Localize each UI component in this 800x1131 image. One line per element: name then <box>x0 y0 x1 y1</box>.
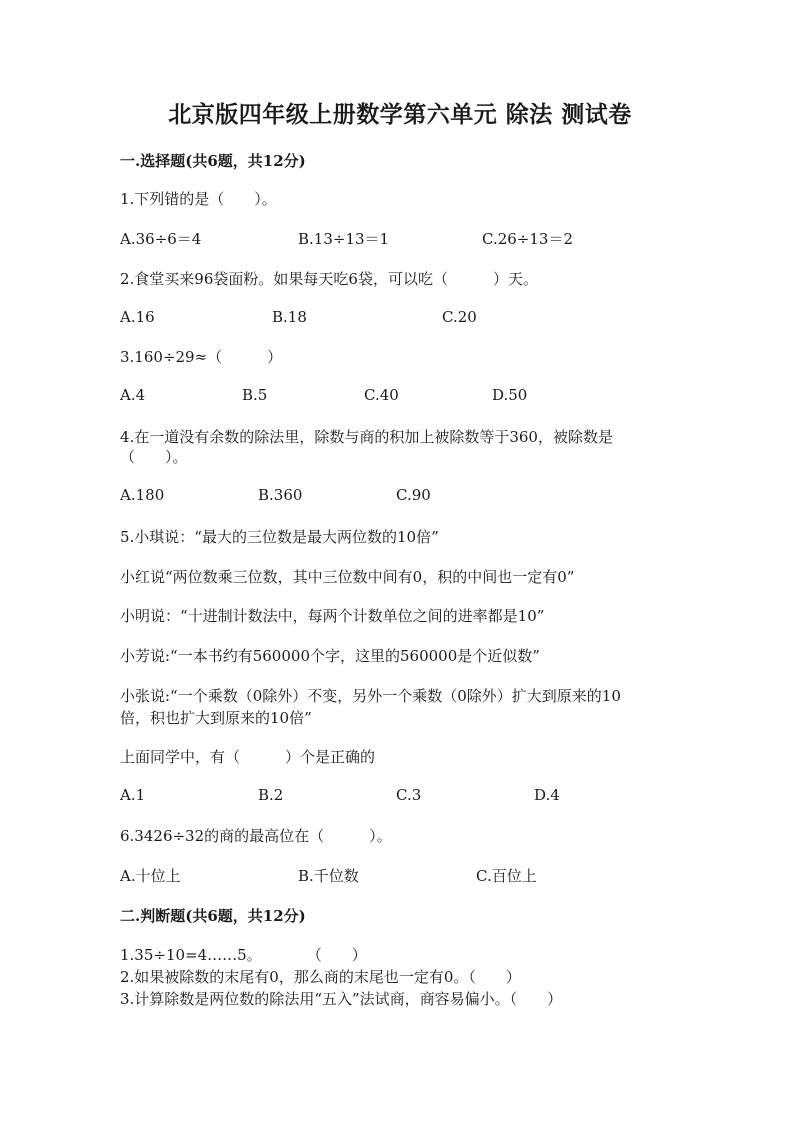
question-1-option-a: A.36÷6＝4 <box>120 230 202 248</box>
judgement-item-3: 3.计算除数是两位数的除法用“五入”法试商，商容易偏小。（ ） <box>120 990 563 1008</box>
question-6-option-c: C.百位上 <box>476 867 537 885</box>
question-5-option-c: C.3 <box>396 786 422 804</box>
question-1-option-c: C.26÷13＝2 <box>482 230 573 248</box>
section-heading-judgement: 二.判断题(共6题，共12分) <box>120 907 306 925</box>
question-5-line-1: 5.小琪说：“最大的三位数是最大两位数的10倍” <box>120 528 439 546</box>
question-5-line-5a: 小张说:“一个乘数（0除外）不变，另外一个乘数（0除外）扩大到原来的10 <box>120 687 621 705</box>
judgement-item-2: 2.如果被除数的末尾有0，那么商的末尾也一定有0。（ ） <box>120 968 521 986</box>
question-6-stem: 6.3426÷32的商的最高位在（ ）。 <box>120 827 392 845</box>
question-5-option-b: B.2 <box>258 786 284 804</box>
question-6-option-a: A.十位上 <box>120 867 181 885</box>
question-4-option-c: C.90 <box>396 486 431 504</box>
question-2-option-c: C.20 <box>442 308 477 326</box>
question-5-line-4: 小芳说:“一本书约有560000个字，这里的560000是个近似数” <box>120 647 540 665</box>
question-6-option-b: B.千位数 <box>298 867 359 885</box>
question-3-option-a: A.4 <box>120 386 146 404</box>
question-1-stem: 1.下列错的是（ ）。 <box>120 190 277 208</box>
question-5-line-3: 小明说：“十进制计数法中，每两个计数单位之间的进率都是10” <box>120 607 545 625</box>
question-4-stem-line-2: （ ）。 <box>120 448 188 466</box>
question-2-option-b: B.18 <box>272 308 307 326</box>
question-5-line-5b: 倍，积也扩大到原来的10倍” <box>120 709 312 727</box>
question-3-option-b: B.5 <box>242 386 268 404</box>
question-3-option-d: D.50 <box>492 386 528 404</box>
question-1-option-b: B.13÷13＝1 <box>298 230 390 248</box>
page-title: 北京版四年级上册数学第六单元 除法 测试卷 <box>168 101 632 128</box>
question-5-line-2: 小红说“两位数乘三位数，其中三位数中间有0，积的中间也一定有0” <box>120 568 575 586</box>
question-3-option-c: C.40 <box>364 386 399 404</box>
question-5-line-6: 上面同学中，有（ ）个是正确的 <box>120 748 376 766</box>
section-heading-choice: 一.选择题(共6题，共12分) <box>120 152 306 170</box>
question-5-option-d: D.4 <box>534 786 560 804</box>
question-2-option-a: A.16 <box>120 308 155 326</box>
judgement-item-1: 1.35÷10=4……5。 （ ） <box>120 946 367 964</box>
question-5-option-a: A.1 <box>120 786 146 804</box>
question-4-option-a: A.180 <box>120 486 165 504</box>
question-4-option-b: B.360 <box>258 486 303 504</box>
question-4-stem-line-1: 4.在一道没有余数的除法里，除数与商的积加上被除数等于360，被除数是 <box>120 428 613 446</box>
question-2-stem: 2.食堂买来96袋面粉。如果每天吃6袋，可以吃（ ）天。 <box>120 270 538 288</box>
question-3-stem: 3.160÷29≈（ ） <box>120 348 283 366</box>
